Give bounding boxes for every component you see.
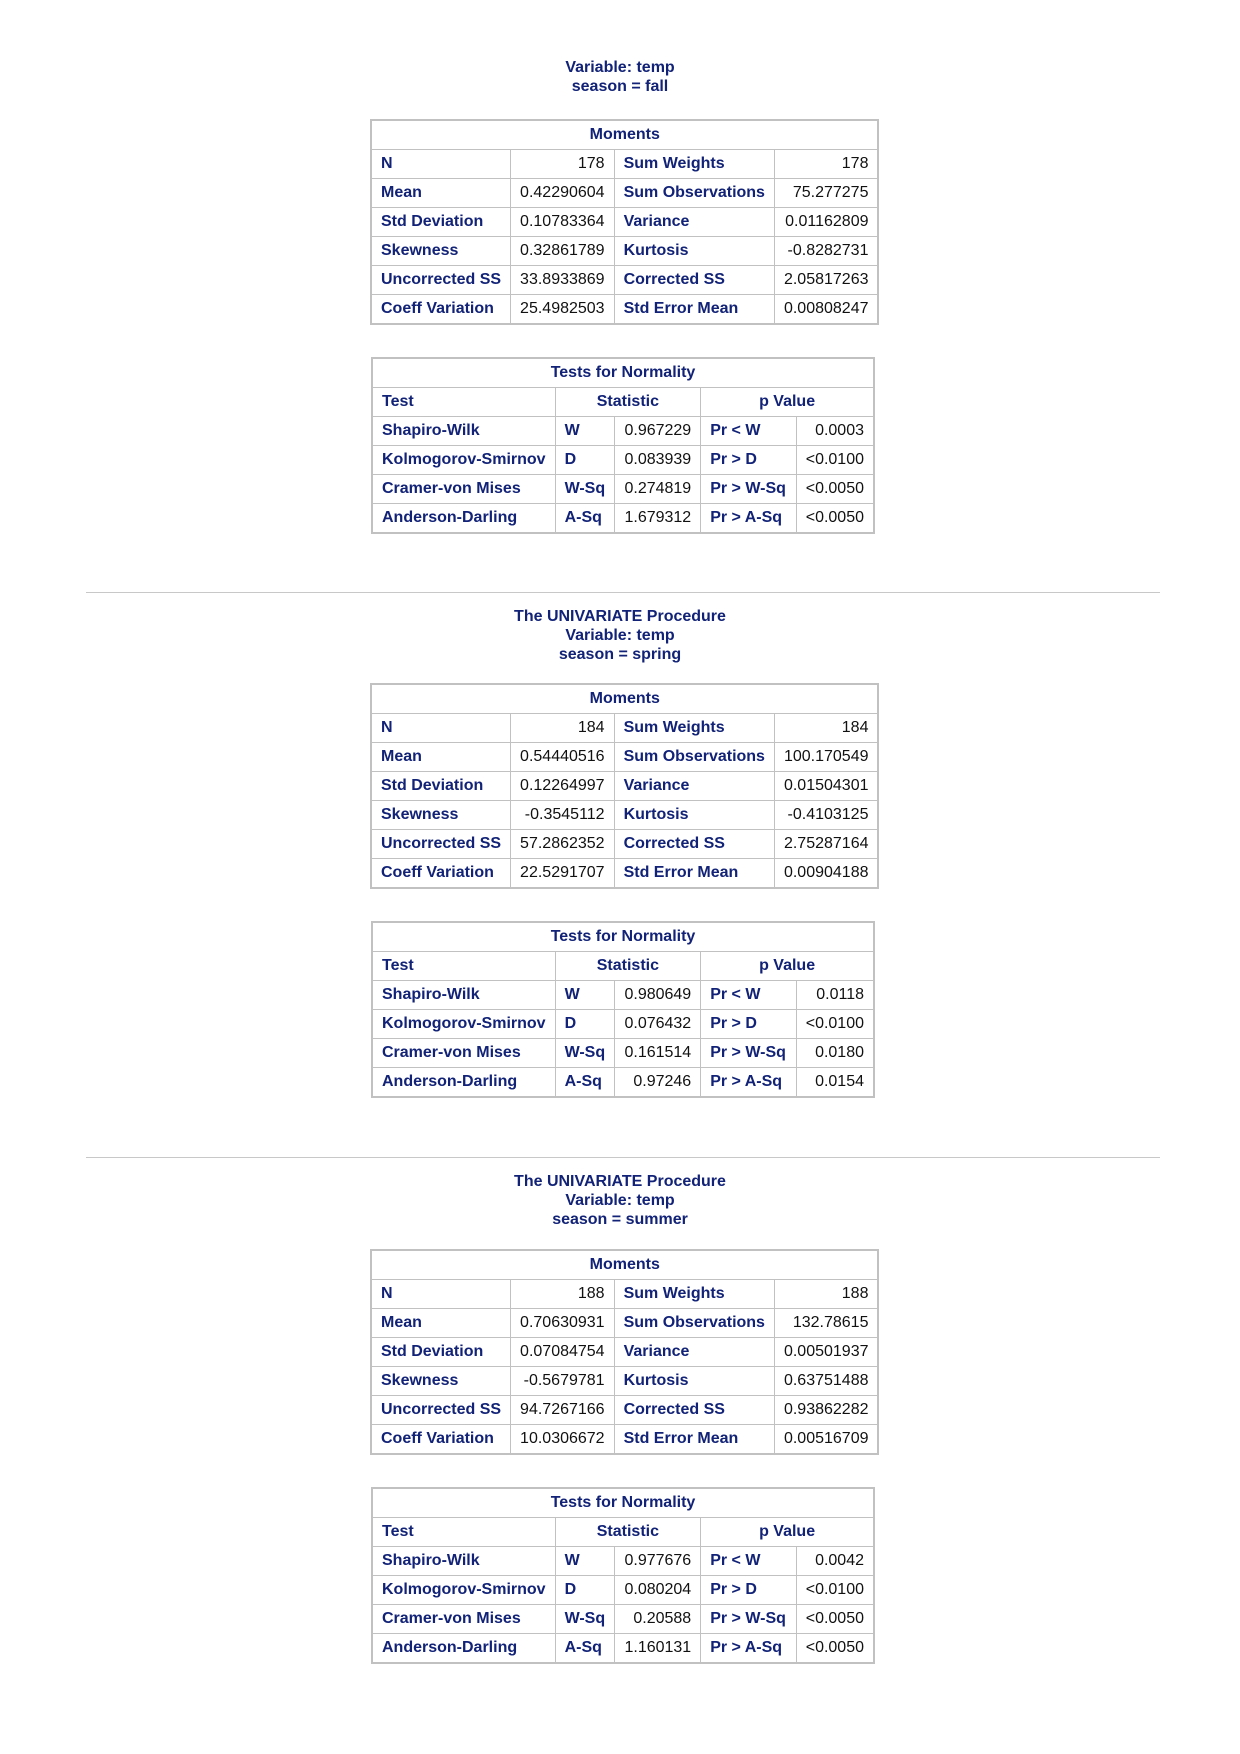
row-label: Anderson-Darling (372, 504, 555, 534)
table-cell: 0.42290604 (511, 179, 615, 208)
row-label: Kolmogorov-Smirnov (372, 1010, 555, 1039)
table-cell: 94.7267166 (511, 1396, 615, 1425)
row-label: Pr > A-Sq (701, 1634, 796, 1664)
table-row (371, 208, 878, 237)
table-cell: 0.0042 (796, 1547, 874, 1576)
row-label: A-Sq (555, 504, 615, 534)
table-row (371, 266, 878, 295)
table-cell: -0.8282731 (774, 237, 878, 266)
row-label: Mean (371, 179, 511, 208)
table-cell: 0.076432 (615, 1010, 701, 1039)
column-header: Test (372, 1518, 555, 1547)
row-label: Std Deviation (371, 208, 511, 237)
table-cell: 0.0003 (796, 417, 874, 446)
table-row (371, 237, 878, 266)
column-header: Statistic (555, 1518, 701, 1547)
header-line: Variable: temp (565, 1192, 675, 1209)
header-line: season = fall (571, 78, 669, 95)
row-label: Coeff Variation (371, 295, 511, 325)
table-cell: <0.0050 (796, 475, 874, 504)
table-cell: 0.161514 (615, 1039, 701, 1068)
column-header: p Value (701, 1518, 874, 1547)
column-header: p Value (701, 388, 874, 417)
table-row (372, 475, 874, 504)
section-fall-header (0, 58, 1240, 96)
table-cell: 0.0154 (796, 1068, 874, 1098)
table-row (372, 1634, 874, 1664)
table-cell: 0.00808247 (774, 295, 878, 325)
row-label: Std Deviation (371, 1338, 511, 1367)
table-cell: <0.0050 (796, 504, 874, 534)
row-label: Pr > D (701, 1576, 796, 1605)
table-cell: -0.5679781 (511, 1367, 615, 1396)
section-divider (86, 1157, 1160, 1158)
row-label: Kurtosis (614, 1367, 774, 1396)
row-label: Pr < W (701, 1547, 796, 1576)
row-label: Pr > A-Sq (701, 504, 796, 534)
table-cell: 0.01504301 (774, 772, 878, 801)
table-cell: 0.93862282 (774, 1396, 878, 1425)
row-label: Kolmogorov-Smirnov (372, 1576, 555, 1605)
row-label: Std Error Mean (614, 295, 774, 325)
header-line: season = spring (558, 646, 682, 663)
row-label: W-Sq (555, 475, 615, 504)
table-cell: 0.70630931 (511, 1309, 615, 1338)
table-cell: 178 (774, 150, 878, 179)
moments-table-summer (370, 1249, 879, 1455)
row-label: N (371, 150, 511, 179)
table-caption: Tests for Normality (372, 358, 874, 388)
table-cell: 0.20588 (615, 1605, 701, 1634)
row-label: Pr < W (701, 417, 796, 446)
column-header: Statistic (555, 388, 701, 417)
header-line: Variable: temp (565, 627, 675, 644)
row-label: Corrected SS (614, 1396, 774, 1425)
table-row (371, 714, 878, 743)
table-row (371, 1309, 878, 1338)
row-label: W-Sq (555, 1039, 615, 1068)
header-line: The UNIVARIATE Procedure (514, 1173, 726, 1190)
row-label: W (555, 981, 615, 1010)
row-label: Sum Weights (614, 1280, 774, 1309)
table-row (372, 446, 874, 475)
column-header: p Value (701, 952, 874, 981)
table-row (372, 1010, 874, 1039)
row-label: Coeff Variation (371, 859, 511, 889)
table-cell: 57.2862352 (511, 830, 615, 859)
table-row (371, 801, 878, 830)
row-label: Uncorrected SS (371, 1396, 511, 1425)
row-label: D (555, 1010, 615, 1039)
table-cell: <0.0050 (796, 1605, 874, 1634)
table-row (371, 859, 878, 889)
row-label: Cramer-von Mises (372, 475, 555, 504)
table-row (372, 1068, 874, 1098)
table-cell: 178 (511, 150, 615, 179)
row-label: Kurtosis (614, 237, 774, 266)
table-row (372, 504, 874, 534)
normality-table-spring (371, 921, 875, 1098)
row-label: W (555, 417, 615, 446)
row-label: A-Sq (555, 1634, 615, 1664)
row-label: N (371, 1280, 511, 1309)
table-cell: 0.63751488 (774, 1367, 878, 1396)
table-row (371, 830, 878, 859)
row-label: Std Error Mean (614, 859, 774, 889)
table-cell: 132.78615 (774, 1309, 878, 1338)
table-cell: 0.00516709 (774, 1425, 878, 1455)
row-label: Sum Observations (614, 1309, 774, 1338)
row-label: Sum Weights (614, 714, 774, 743)
row-label: Std Deviation (371, 772, 511, 801)
table-cell: 0.080204 (615, 1576, 701, 1605)
table-cell: 1.160131 (615, 1634, 701, 1664)
table-row (371, 1280, 878, 1309)
row-label: D (555, 446, 615, 475)
table-row (371, 772, 878, 801)
table-cell: 0.54440516 (511, 743, 615, 772)
row-label: Pr > D (701, 1010, 796, 1039)
table-caption: Moments (371, 120, 878, 150)
row-label: Uncorrected SS (371, 266, 511, 295)
row-label: Mean (371, 1309, 511, 1338)
table-caption: Moments (371, 684, 878, 714)
table-cell: 0.07084754 (511, 1338, 615, 1367)
row-label: A-Sq (555, 1068, 615, 1098)
row-label: Variance (614, 772, 774, 801)
table-cell: -0.3545112 (511, 801, 615, 830)
table-cell: 0.0180 (796, 1039, 874, 1068)
row-label: Cramer-von Mises (372, 1605, 555, 1634)
table-cell: 0.967229 (615, 417, 701, 446)
row-label: Anderson-Darling (372, 1068, 555, 1098)
table-cell: 0.12264997 (511, 772, 615, 801)
row-label: Pr > W-Sq (701, 475, 796, 504)
table-cell: <0.0100 (796, 1010, 874, 1039)
row-label: N (371, 714, 511, 743)
row-label: Shapiro-Wilk (372, 417, 555, 446)
table-row (372, 1547, 874, 1576)
table-row (372, 981, 874, 1010)
normality-table-summer (371, 1487, 875, 1664)
table-cell: 0.980649 (615, 981, 701, 1010)
row-label: Skewness (371, 1367, 511, 1396)
table-cell: 0.32861789 (511, 237, 615, 266)
table-cell: 33.8933869 (511, 266, 615, 295)
row-label: Skewness (371, 801, 511, 830)
row-label: Variance (614, 208, 774, 237)
header-line: season = summer (552, 1211, 688, 1228)
table-row (371, 1396, 878, 1425)
table-cell: 188 (511, 1280, 615, 1309)
table-row (371, 179, 878, 208)
table-cell: 0.97246 (615, 1068, 701, 1098)
row-label: Pr > D (701, 446, 796, 475)
column-header: Test (372, 952, 555, 981)
table-cell: 100.170549 (774, 743, 878, 772)
table-cell: 2.75287164 (774, 830, 878, 859)
table-row (371, 1425, 878, 1455)
table-cell: 22.5291707 (511, 859, 615, 889)
row-label: Shapiro-Wilk (372, 1547, 555, 1576)
row-label: Uncorrected SS (371, 830, 511, 859)
row-label: Pr > W-Sq (701, 1605, 796, 1634)
row-label: Skewness (371, 237, 511, 266)
table-cell: 184 (774, 714, 878, 743)
table-cell: 184 (511, 714, 615, 743)
table-caption: Moments (371, 1250, 878, 1280)
section-summer-header (0, 1172, 1240, 1229)
row-label: Anderson-Darling (372, 1634, 555, 1664)
column-header: Statistic (555, 952, 701, 981)
table-cell: 10.0306672 (511, 1425, 615, 1455)
table-cell: 0.00904188 (774, 859, 878, 889)
moments-table-spring (370, 683, 879, 889)
row-label: Pr > W-Sq (701, 1039, 796, 1068)
section-divider (86, 592, 1160, 593)
row-label: Std Error Mean (614, 1425, 774, 1455)
row-label: Mean (371, 743, 511, 772)
table-cell: 0.274819 (615, 475, 701, 504)
table-cell: 0.10783364 (511, 208, 615, 237)
table-cell: 0.0118 (796, 981, 874, 1010)
row-label: Cramer-von Mises (372, 1039, 555, 1068)
table-cell: <0.0100 (796, 1576, 874, 1605)
header-line: The UNIVARIATE Procedure (514, 608, 726, 625)
table-cell: 2.05817263 (774, 266, 878, 295)
row-label: D (555, 1576, 615, 1605)
table-cell: 25.4982503 (511, 295, 615, 325)
row-label: Coeff Variation (371, 1425, 511, 1455)
table-cell: <0.0100 (796, 446, 874, 475)
row-label: Corrected SS (614, 266, 774, 295)
row-label: Kurtosis (614, 801, 774, 830)
row-label: Corrected SS (614, 830, 774, 859)
row-label: Sum Observations (614, 743, 774, 772)
row-label: Shapiro-Wilk (372, 981, 555, 1010)
table-row (371, 1367, 878, 1396)
column-header: Test (372, 388, 555, 417)
table-caption: Tests for Normality (372, 922, 874, 952)
table-row (372, 1039, 874, 1068)
row-label: Variance (614, 1338, 774, 1367)
table-cell: -0.4103125 (774, 801, 878, 830)
row-label: W (555, 1547, 615, 1576)
row-label: W-Sq (555, 1605, 615, 1634)
table-cell: 75.277275 (774, 179, 878, 208)
table-cell: 0.01162809 (774, 208, 878, 237)
row-label: Sum Observations (614, 179, 774, 208)
table-cell: 1.679312 (615, 504, 701, 534)
row-label: Kolmogorov-Smirnov (372, 446, 555, 475)
moments-table-fall (370, 119, 879, 325)
row-label: Pr < W (701, 981, 796, 1010)
table-cell: 0.083939 (615, 446, 701, 475)
table-cell: 188 (774, 1280, 878, 1309)
table-caption: Tests for Normality (372, 1488, 874, 1518)
table-row (371, 1338, 878, 1367)
table-row (372, 1576, 874, 1605)
table-cell: 0.977676 (615, 1547, 701, 1576)
table-cell: 0.00501937 (774, 1338, 878, 1367)
table-row (371, 295, 878, 325)
table-row (372, 1605, 874, 1634)
normality-table-fall (371, 357, 875, 534)
table-row (371, 743, 878, 772)
section-spring-header (0, 607, 1240, 664)
header-line: Variable: temp (565, 59, 675, 76)
table-row (372, 417, 874, 446)
table-row (371, 150, 878, 179)
table-cell: <0.0050 (796, 1634, 874, 1664)
row-label: Sum Weights (614, 150, 774, 179)
row-label: Pr > A-Sq (701, 1068, 796, 1098)
